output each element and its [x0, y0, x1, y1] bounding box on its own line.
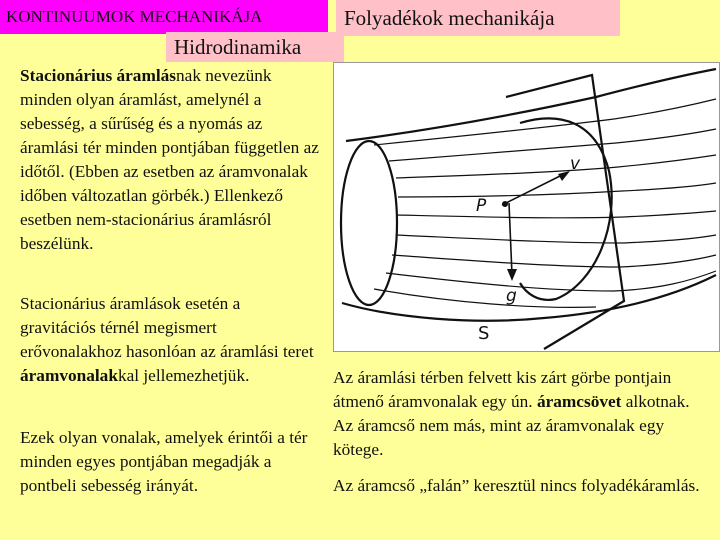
main-title: KONTINUUMOK MECHANIKÁJA [0, 0, 328, 34]
label-s: S [478, 323, 490, 344]
stream-tube-definition [333, 366, 713, 462]
streamline-intro [20, 292, 320, 388]
gravity-arrowhead [507, 269, 517, 281]
tube-upper-edge [346, 69, 716, 141]
label-g: g [506, 286, 517, 306]
stream-tube-end: alkotnak. Az áramcső nem más, mint az áramvonalak egy kötege. [333, 392, 690, 459]
streamline-definition: Ezek olyan vonalak, amelyek érintői a tér minden egyes pontjában megadják a pontbeli sebesség irányát. [20, 428, 308, 495]
stationary-flow-definition [20, 64, 320, 256]
streamline-intro-start: Stacionárius áramlások esetén a gravitációs térnél megismert erővonalakhoz hasonlóan az áramlási teret [20, 294, 314, 361]
stream-tube-start: Az áramlási térben felvett kis zárt görbe pontjain átmenő áramvonalak egy ún. [333, 368, 672, 411]
subtitle: Folyadékok mechanikája [336, 0, 620, 36]
label-v: v [570, 154, 581, 174]
term-stationary-flow: Stacionárius áramlás [20, 66, 177, 85]
stream-tube-drawing [334, 63, 719, 351]
definition-text: nak nevezünk minden olyan áramlást, amelynél a sebesség, a sűrűség és a nyomás az áramlási tér minden pontjában független az időtől. (Ebben az esetben az áramvonalak időben változatlan görbék.) Ellenkező esetben nem-stacionárius áramlásról beszélünk. [20, 66, 319, 253]
cross-section-curve [520, 118, 612, 299]
stream-tube-figure [333, 62, 720, 352]
label-p: P [476, 196, 487, 216]
velocity-vector [502, 173, 566, 205]
topic-title: Hidrodinamika [166, 32, 344, 62]
tube-lower-edge [342, 275, 716, 321]
stream-tube-wall-note: Az áramcső „falán” keresztül nincs folyadékáramlás. [333, 476, 700, 495]
term-streamlines: áramvonalak [20, 366, 118, 385]
point-p-dot [502, 201, 508, 207]
streamline-intro-end: kal jellemezhetjük. [117, 366, 250, 385]
tube-entry-ellipse [341, 141, 397, 305]
velocity-arrowhead [558, 171, 570, 181]
gravity-vector [509, 203, 512, 275]
term-stream-tube: áramcsövet [536, 392, 622, 411]
